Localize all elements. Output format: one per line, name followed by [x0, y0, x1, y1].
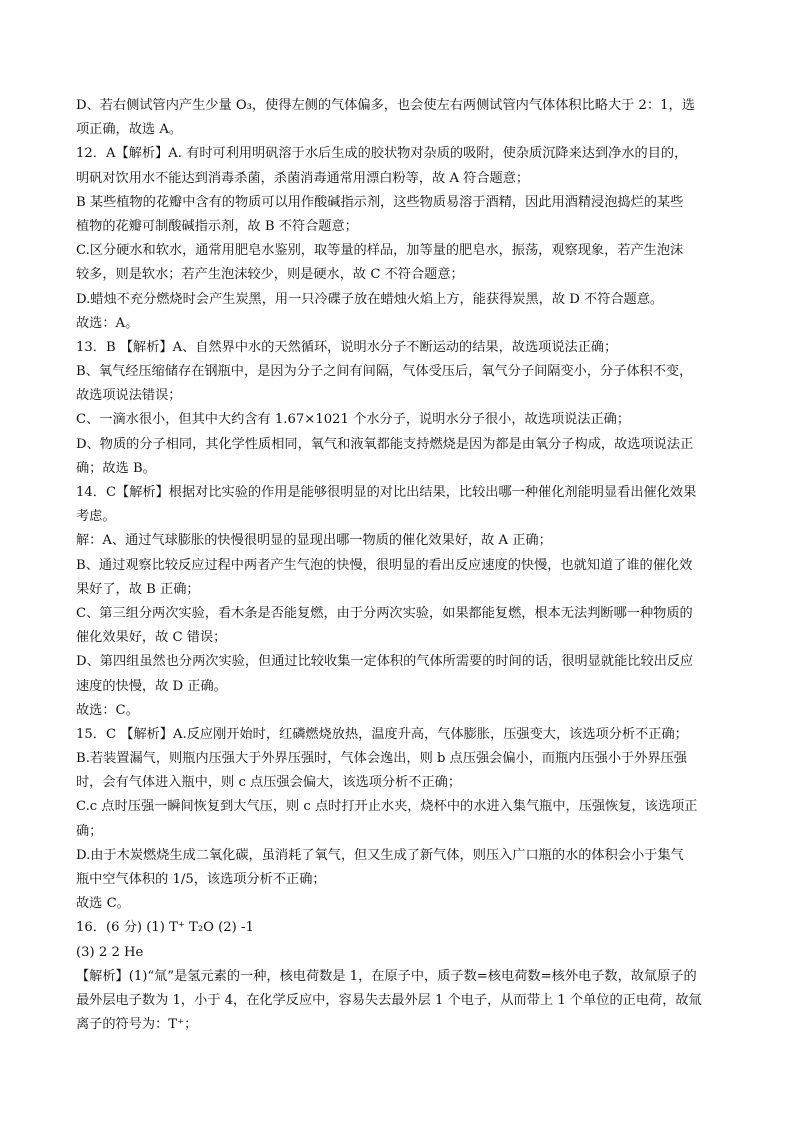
text-line: 故选：C。 [76, 702, 139, 718]
text-line: (3) 2 2 He [76, 944, 144, 960]
text-line: 果好了，故 B 正确； [76, 581, 200, 597]
text-line: 故选项说法错误； [76, 388, 182, 404]
text-line: 离子的符号为：T⁺； [76, 1017, 198, 1033]
text-line: C、一滴水很小，但其中大约含有 1.67×1021 个水分子，说明水分子很小，故选项说法正确； [76, 412, 631, 428]
text-line: 较多，则是软水；若产生泡沫较少，则是硬水，故 C 不符合题意； [76, 267, 464, 283]
text-line: D、若右侧试管内产生少量 O₃，使得左侧的气体偏多，也会使左右两侧试管内气体体积比略大于 2：1，选 [76, 98, 695, 113]
text-line: D.蜡烛不充分燃烧时会产生炭黑，用一只冷碟子放在蜡烛火焰上方，能获得炭黑，故 D 不符合题意。 [76, 291, 664, 307]
text-line: 13．B 【解析】A、自然界中水的天然循环，说明水分子不断运动的结果，故选项说法正确； [76, 339, 618, 355]
text-line: C.区分硬水和软水，通常用肥皂水鉴别，取等量的样品，加等量的肥皂水，振荡，观察现象，若产生泡沫 [76, 243, 684, 259]
text-line: 16．(6 分) (1) T⁺ T₂O (2) -1 [76, 920, 254, 936]
text-line: B、氧气经压缩储存在钢瓶中，是因为分子之间有间隔，气体受压后，氧气分子间隔变小，分子体积不变， [76, 364, 693, 380]
text-line: 故选 C。 [76, 896, 130, 912]
text-line: 考虑。 [76, 509, 116, 525]
text-line: D.由于木炭燃烧生成二氧化碳，虽消耗了氧气，但又生成了新气体，则压入广口瓶的水的体积会小于集气 [76, 847, 684, 863]
text-line: 15．C 【解析】A.反应刚开始时，红磷燃烧放热，温度升高，气体膨胀，压强变大，该选项分析不正确； [76, 726, 688, 742]
text-line: D、物质的分子相同，其化学性质相同，氧气和液氧都能支持燃烧是因为都是由氧分子构成，故选项说法正 [76, 436, 694, 452]
text-line: 速度的快慢，故 D 正确。 [76, 678, 227, 694]
text-line: 瓶中空气体积的 1/5，该选项分析不正确； [76, 872, 326, 887]
text-line: B、通过观察比较反应过程中两者产生气泡的快慢，很明显的看出反应速度的快慢，也就知道了谁的催化效 [76, 557, 693, 573]
text-line: 植物的花瓣可制酸碱指示剂，故 B 不符合题意； [76, 218, 358, 234]
text-line: C、第三组分两次实验，看木条是否能复燃，由于分两次实验，如果都能复燃，根本无法判断哪一种物质的 [76, 605, 693, 621]
text-line: D、第四组虽然也分两次实验，但通过比较收集一定体积的气体所需要的时间的话，很明显就能比较出反应 [76, 654, 694, 670]
text-line: 最外层电子数为 1，小于 4，在化学反应中，容易失去最外层 1 个电子，从而带上 1 个单位的正电荷，故氚 [76, 992, 702, 1008]
text-line: B.若装置漏气，则瓶内压强大于外界压强时，气体会逸出，则 b 点压强会偏小，而瓶内压强小于外界压强 [76, 751, 687, 767]
text-line: 12．A【解析】A. 有时可利用明矾溶于水后生成的胶状物对杂质的吸附，使杂质沉降来达到净水的目的， [76, 146, 688, 162]
text-line: 明矾对饮用水不能达到消毒杀菌，杀菌消毒通常用漂白粉等，故 A 符合题意； [76, 170, 530, 186]
text-line: 解：A、通过气球膨胀的快慢很明显的显现出哪一物质的催化效果好，故 A 正确； [76, 533, 552, 549]
text-line: 【解析】(1)“氚”是氢元素的一种，核电荷数是 1，在原子中，质子数=核电荷数=核外电子数，故氚原子的 [76, 968, 697, 984]
text-line: B 某些植物的花瓣中含有的物质可以用作酸碱指示剂，这些物质易溶于酒精，因此用酒精浸泡捣烂的某些 [76, 194, 684, 210]
text-line: 确；故选 B。 [76, 460, 156, 476]
text-line: 时，会有气体进入瓶中，则 c 点压强会偏大，该选项分析不正确； [76, 775, 462, 791]
text-line: 项正确，故选 A。 [76, 122, 183, 138]
text-line: C.c 点时压强一瞬间恢复到大气压，则 c 点时打开止水夹，烧杯中的水进入集气瓶中，压强恢复，该选项正 [76, 799, 698, 815]
text-line: 催化效果好，故 C 错误； [76, 630, 227, 646]
text-line: 14．C【解析】根据对比实验的作用是能够很明显的对比出结果，比较出哪一种催化剂能明显看出催化效果 [76, 485, 697, 500]
document-page [76, 94, 726, 1037]
text-line: 故选：A。 [76, 315, 139, 331]
text-line: 确； [76, 823, 103, 839]
